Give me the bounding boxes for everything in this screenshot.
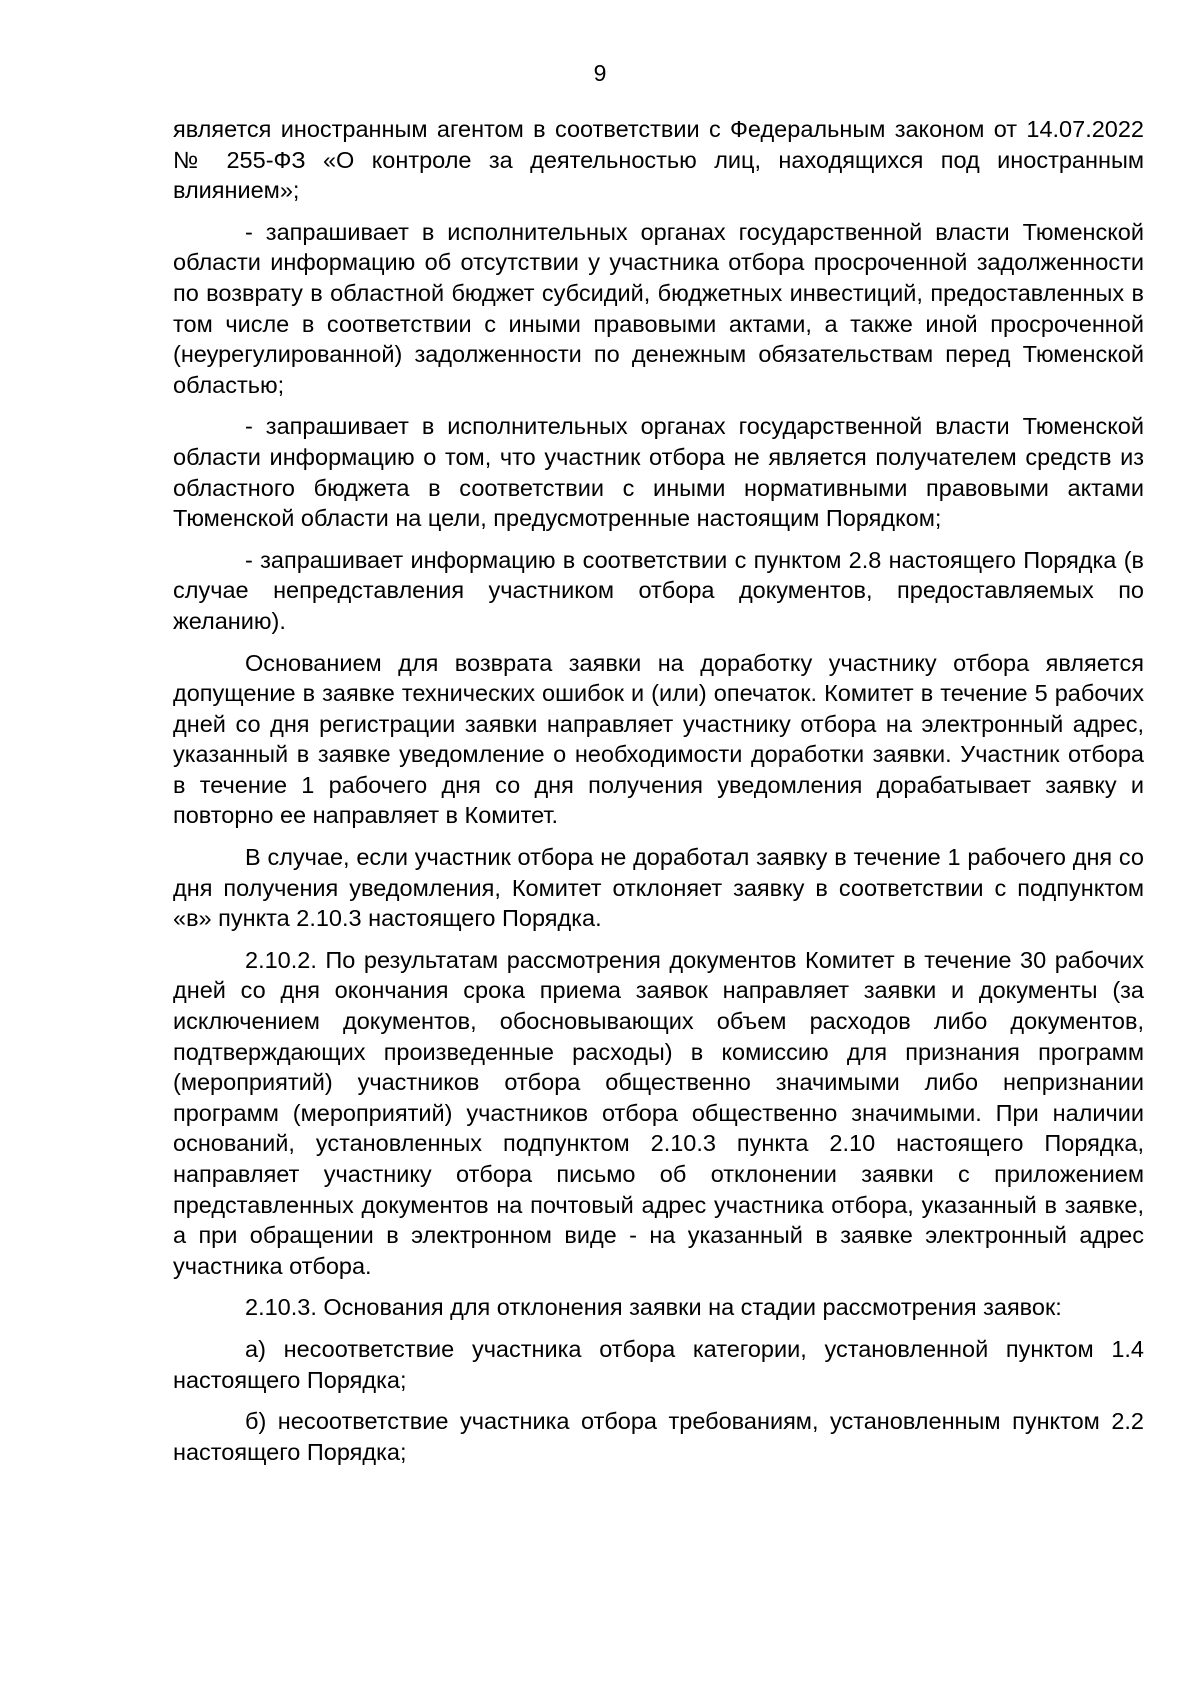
- paragraph-not-revised: В случае, если участник отбора не доработал заявку в течение 1 рабочего дня со дня получения уведомления, Комитет отклоняет заявку в соответствии с подпунктом «в» пункта 2.10.3 настоящего Порядка.: [173, 844, 1144, 932]
- document-body: [173, 114, 1144, 1478]
- paragraph-2-10-2: 2.10.2. По результатам рассмотрения документов Комитет в течение 30 рабочих дней со дня окончания срока приема заявок направляет заявки и документы (за исключением документов, обосновывающих объем расходов либо документов, подтверждающих произведенные расходы) в комиссию для признания программ (мероприятий) участников отбора общественно значимыми либо непризнании программ (мероприятий) участников отбора общественно значимыми. При наличии оснований, установленных подпунктом 2.10.3 пункта 2.10 настоящего Порядка, направляет участнику отбора письмо об отклонении заявки с приложением представленных документов на почтовый адрес участника отбора, указанный в заявке, а при обращении в электронном виде - на указанный в заявке электронный адрес участника отбора.: [173, 946, 1144, 1279]
- paragraph-item-a: а) несоответствие участника отбора категории, установленной пунктом 1.4 настоящего Порядка;: [173, 1335, 1144, 1393]
- paragraph-request-recipient-info: - запрашивает в исполнительных органах государственной власти Тюменской области информацию о том, что участник отбора не является получателем средств из областного бюджета в соответствии с иными нормативными правовыми актами Тюменской области на цели, предусмотренные настоящим Порядком;: [173, 413, 1144, 532]
- page-number: 9: [593, 60, 607, 86]
- paragraph-request-info-2-8: - запрашивает информацию в соответствии с пунктом 2.8 настоящего Порядка (в случае непредставления участником отбора документов, предоставляемых по желанию).: [173, 546, 1144, 634]
- paragraph-item-b: б) несоответствие участника отбора требованиям, установленным пунктом 2.2 настоящего Порядка;: [173, 1408, 1144, 1465]
- paragraph-foreign-agent-continuation: является иностранным агентом в соответствии с Федеральным законом от 14.07.2022 № 255-ФЗ «О контроле за деятельностью лиц, находящихся под иностранным влиянием»;: [173, 116, 1144, 204]
- paragraph-2-10-3: 2.10.3. Основания для отклонения заявки на стадии рассмотрения заявок:: [245, 1294, 1062, 1321]
- paragraph-return-for-revision: Основанием для возврата заявки на доработку участнику отбора является допущение в заявке технических ошибок и (или) опечаток. Комитет в течение 5 рабочих дней со дня регистрации заявки направляет участнику отбора на электронный адрес, указанный в заявке уведомление о необходимости доработки заявки. Участник отбора в течение 1 рабочего дня со дня получения уведомления дорабатывает заявку и повторно ее направляет в Комитет.: [173, 649, 1144, 829]
- paragraph-request-debt-info: - запрашивает в исполнительных органах государственной власти Тюменской области информацию об отсутствии у участника отбора просроченной задолженности по возврату в областной бюджет субсидий, бюджетных инвестиций, предоставленных в том числе в соответствии с иными правовыми актами, а также иной просроченной (неурегулированной) задолженности по денежным обязательствам перед Тюменской областью;: [173, 218, 1144, 398]
